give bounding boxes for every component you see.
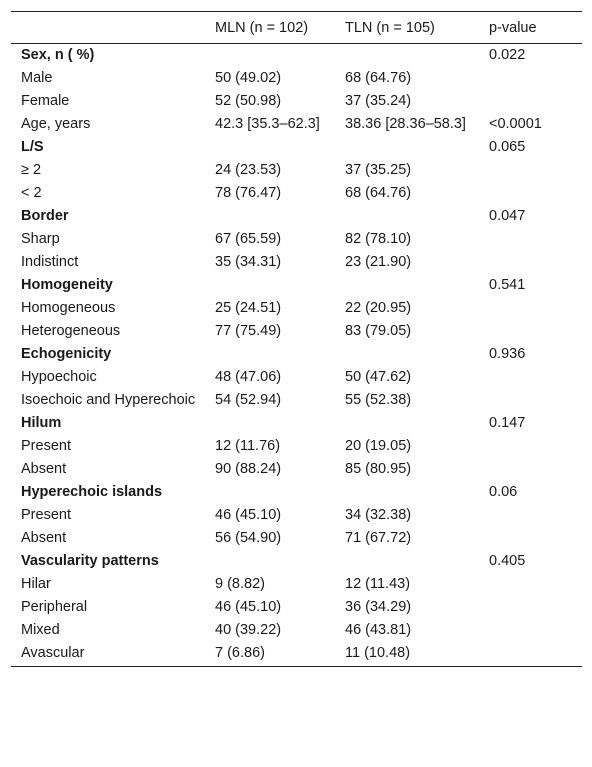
cell-tln: 11 (10.48) [345,645,411,661]
cell-tln [335,205,479,228]
row-label: Hyperechoic islands [21,484,163,500]
table-row [11,159,582,182]
cell-p-value [479,90,582,113]
row-label: Vascularity patterns [21,553,159,569]
cell-tln: 12 (11.43) [345,576,411,592]
cell-tln: 37 (35.25) [345,162,412,178]
row-label: L/S [21,139,44,155]
cell-mln: 42.3 [35.3–62.3] [215,116,320,132]
table-header [11,12,582,44]
cell-p-value: 0.147 [489,415,526,431]
row-label: Present [21,438,71,454]
table-row [11,596,582,619]
cell-p-value: 0.541 [489,277,526,293]
header-mln: MLN (n = 102) [215,19,309,36]
cell-tln: 36 (34.29) [345,599,412,615]
cell-tln [335,481,479,504]
row-label: Hilar [21,576,51,592]
section-row [11,481,582,504]
cell-p-value [479,251,582,274]
cell-tln: 23 (21.90) [345,254,412,270]
table-row [11,504,582,527]
cell-mln [205,343,335,366]
cell-p-value [479,642,582,667]
cell-mln: 9 (8.82) [215,576,265,592]
cell-tln [335,550,479,573]
cell-p-value: 0.047 [489,208,526,224]
row-label: Hilum [21,415,62,431]
cell-mln: 77 (75.49) [215,323,282,339]
table-row [11,182,582,205]
cell-mln [205,274,335,297]
cell-tln: 71 (67.72) [345,530,412,546]
row-label: Age, years [21,116,91,132]
cell-p-value [479,504,582,527]
cell-mln: 56 (54.90) [215,530,282,546]
row-label: Echogenicity [21,346,112,362]
row-label: Male [21,70,53,86]
row-label: Absent [21,530,67,546]
cell-p-value [479,527,582,550]
cell-mln: 24 (23.53) [215,162,282,178]
cell-p-value [479,366,582,389]
cell-p-value [479,619,582,642]
cell-tln: 85 (80.95) [345,461,412,477]
cell-p-value [479,182,582,205]
section-row [11,205,582,228]
cell-mln [205,44,335,68]
cell-p-value [479,67,582,90]
cell-tln: 68 (64.76) [345,70,412,86]
row-label: < 2 [21,185,42,201]
cell-tln: 37 (35.24) [345,93,412,109]
cell-p-value: 0.936 [489,346,526,362]
table-row [11,435,582,458]
cell-p-value: <0.0001 [489,116,542,132]
cell-tln: 22 (20.95) [345,300,412,316]
cell-p-value: 0.06 [489,484,518,500]
row-label: Homogeneity [21,277,113,293]
cell-mln: 52 (50.98) [215,93,282,109]
cell-tln [335,274,479,297]
cell-mln [205,481,335,504]
section-row [11,44,582,68]
cell-mln: 50 (49.02) [215,70,282,86]
row-label: Isoechoic and Hyperechoic [21,392,196,408]
row-label: Mixed [21,622,60,638]
section-row [11,274,582,297]
cell-tln [335,44,479,68]
header-tln: TLN (n = 105) [345,19,435,36]
cell-mln: 12 (11.76) [215,438,281,454]
row-label: Hypoechoic [21,369,97,385]
comparison-table-container [11,11,582,667]
cell-mln: 7 (6.86) [215,645,265,661]
cell-mln [205,205,335,228]
cell-tln: 50 (47.62) [345,369,412,385]
row-label: Sex, n ( %) [21,47,95,63]
table-row [11,366,582,389]
table-row [11,619,582,642]
header-label-column [11,12,205,44]
section-row [11,343,582,366]
cell-p-value [479,228,582,251]
section-row [11,550,582,573]
row-label: Sharp [21,231,60,247]
table-row [11,228,582,251]
cell-p-value: 0.405 [489,553,526,569]
cell-p-value [479,320,582,343]
table-row [11,67,582,90]
cell-mln: 35 (34.31) [215,254,282,270]
row-label: Absent [21,461,67,477]
cell-mln: 46 (45.10) [215,599,282,615]
cell-p-value: 0.022 [489,47,526,63]
header-p-value: p-value [489,19,537,36]
cell-mln: 90 (88.24) [215,461,282,477]
cell-tln [335,343,479,366]
row-label: Peripheral [21,599,88,615]
cell-tln: 82 (78.10) [345,231,412,247]
cell-p-value [479,435,582,458]
table-row [11,642,582,667]
cell-mln: 78 (76.47) [215,185,282,201]
table-row [11,458,582,481]
row-label: Border [21,208,69,224]
cell-tln: 83 (79.05) [345,323,412,339]
row-label: Heterogeneous [21,323,121,339]
table-row [11,90,582,113]
cell-tln: 68 (64.76) [345,185,412,201]
cell-tln: 20 (19.05) [345,438,412,454]
row-label: Present [21,507,71,523]
cell-mln: 54 (52.94) [215,392,282,408]
cell-tln: 55 (52.38) [345,392,412,408]
row-label: Homogeneous [21,300,116,316]
row-label: Indistinct [21,254,79,270]
cell-mln [205,412,335,435]
section-row [11,412,582,435]
cell-mln: 40 (39.22) [215,622,282,638]
cell-mln [205,550,335,573]
table-row [11,251,582,274]
table-row [11,297,582,320]
table-row [11,389,582,412]
table-row [11,573,582,596]
cell-p-value: 0.065 [489,139,526,155]
cell-tln: 38.36 [28.36–58.3] [345,116,466,132]
cell-tln [335,412,479,435]
cell-mln: 25 (24.51) [215,300,282,316]
row-label: Female [21,93,70,109]
table-body [11,44,582,667]
table-row [11,320,582,343]
cell-mln: 46 (45.10) [215,507,282,523]
cell-mln [205,136,335,159]
comparison-table [11,11,582,667]
row-label: Avascular [21,645,85,661]
header-row [11,12,582,44]
cell-p-value [479,159,582,182]
table-row [11,113,582,136]
cell-tln: 34 (32.38) [345,507,412,523]
row-label: ≥ 2 [21,162,42,178]
cell-p-value [479,389,582,412]
cell-p-value [479,573,582,596]
cell-mln: 67 (65.59) [215,231,282,247]
cell-p-value [479,458,582,481]
table-row [11,527,582,550]
cell-tln: 46 (43.81) [345,622,412,638]
cell-mln: 48 (47.06) [215,369,282,385]
cell-p-value [479,596,582,619]
cell-tln [335,136,479,159]
section-row [11,136,582,159]
cell-p-value [479,297,582,320]
